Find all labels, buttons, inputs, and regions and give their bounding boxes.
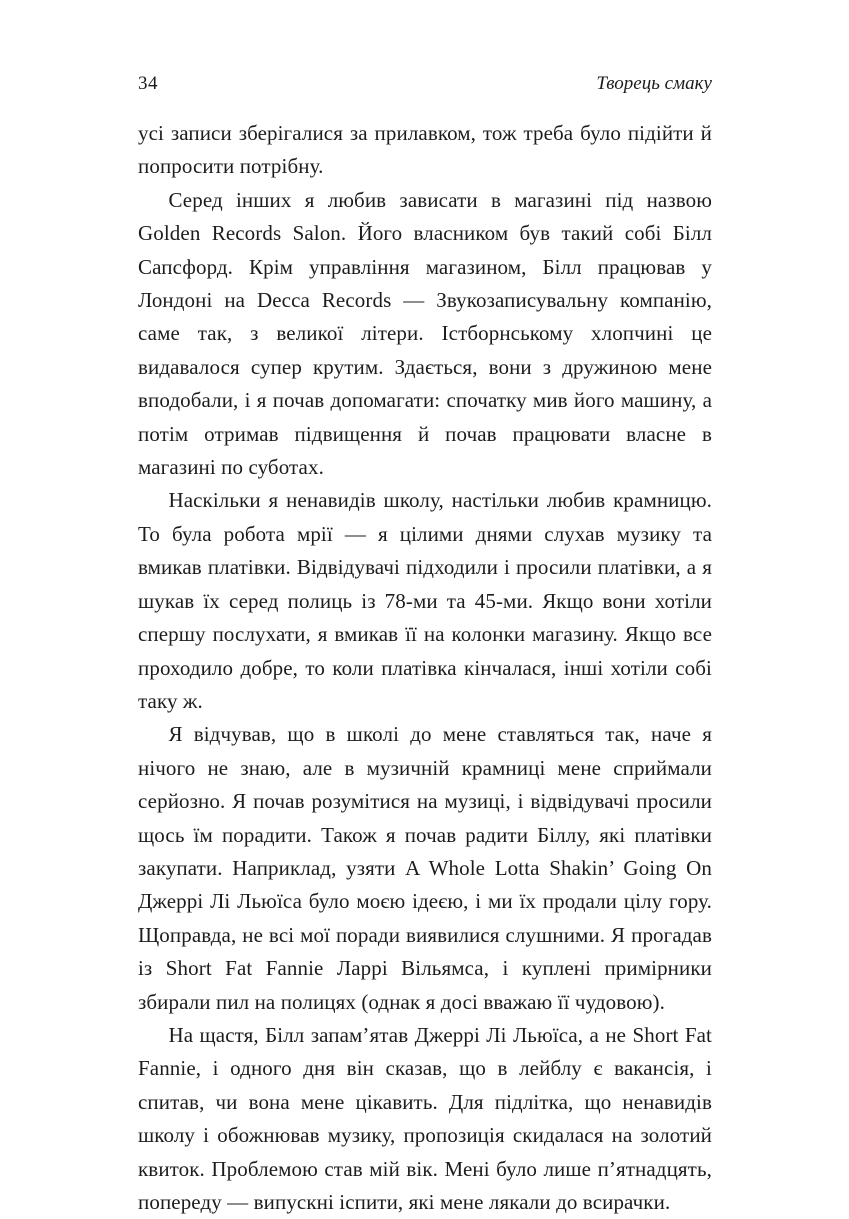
paragraph: Серед інших я любив зависати в магазині під назвою Golden Records Salon. Його власником був такий собі Білл Сапсфорд. Крім управління магазином, Білл працював у Лондоні на Decca Records — Звукозаписувальну компанію, саме так, з великої літери. Істборнському хлопчині це видавалося супер крутим. Здається, вони з дружиною мене вподобали, і я почав допомагати: спочатку мив його машину, а потім отримав підвищення й почав працювати власне в магазині по суботах. — [138, 187, 712, 480]
body-text — [138, 117, 712, 1219]
page-number: 34 — [138, 73, 158, 94]
paragraph: усі записи зберігалися за прилавком, тож треба було підійти й попросити потрібну. — [138, 121, 712, 179]
paragraph: Я відчував, що в школі до мене ставляться так, наче я нічого не знаю, але в музичній крамниці мене сприймали серйозно. Я почав розумітися на музиці, і відвідувачі просили щось їм порадити. Також я почав радити Біллу, які платівки закупати. Наприклад, узяти A Whole Lotta Shakin’ Going On Джеррі Лі Льюїса було моєю ідеєю, і ми їх продали цілу гору. Щоправда, не всі мої поради виявилися слушними. Я прогадав із Short Fat Fannie Ларрі Вільямса, і куплені примірники збирали пил на полицях (однак я досі вважаю її чудовою). — [138, 722, 712, 1014]
paragraph: Наскільки я ненавидів школу, настільки любив крамницю. То була робота мрії — я цілими днями слухав музику та вмикав платівки. Відвідувачі підходили і просили платівки, а я шукав їх серед полиць із 78-ми та 45-ми. Якщо вони хотіли спершу послухати, я вмикав її на колонки магазину. Якщо все проходило добре, то коли платівка кінчалася, інші хотіли собі таку ж. — [138, 488, 712, 713]
running-title: Творець смаку — [596, 73, 712, 94]
page-header — [138, 74, 712, 93]
paragraph: На щастя, Білл запам’ятав Джеррі Лі Льюїса, а не Short Fat Fannie, і одного дня він сказав, що в лейблу є вакансія, і спитав, чи вона мене цікавить. Для підлітка, що ненавидів школу і обожнював музику, пропозиція скидалася на золотий квиток. Проблемою став мій вік. Мені було лише п’ятнадцять, попереду — випускні іспити, які мене лякали до всирачки. — [138, 1022, 712, 1214]
